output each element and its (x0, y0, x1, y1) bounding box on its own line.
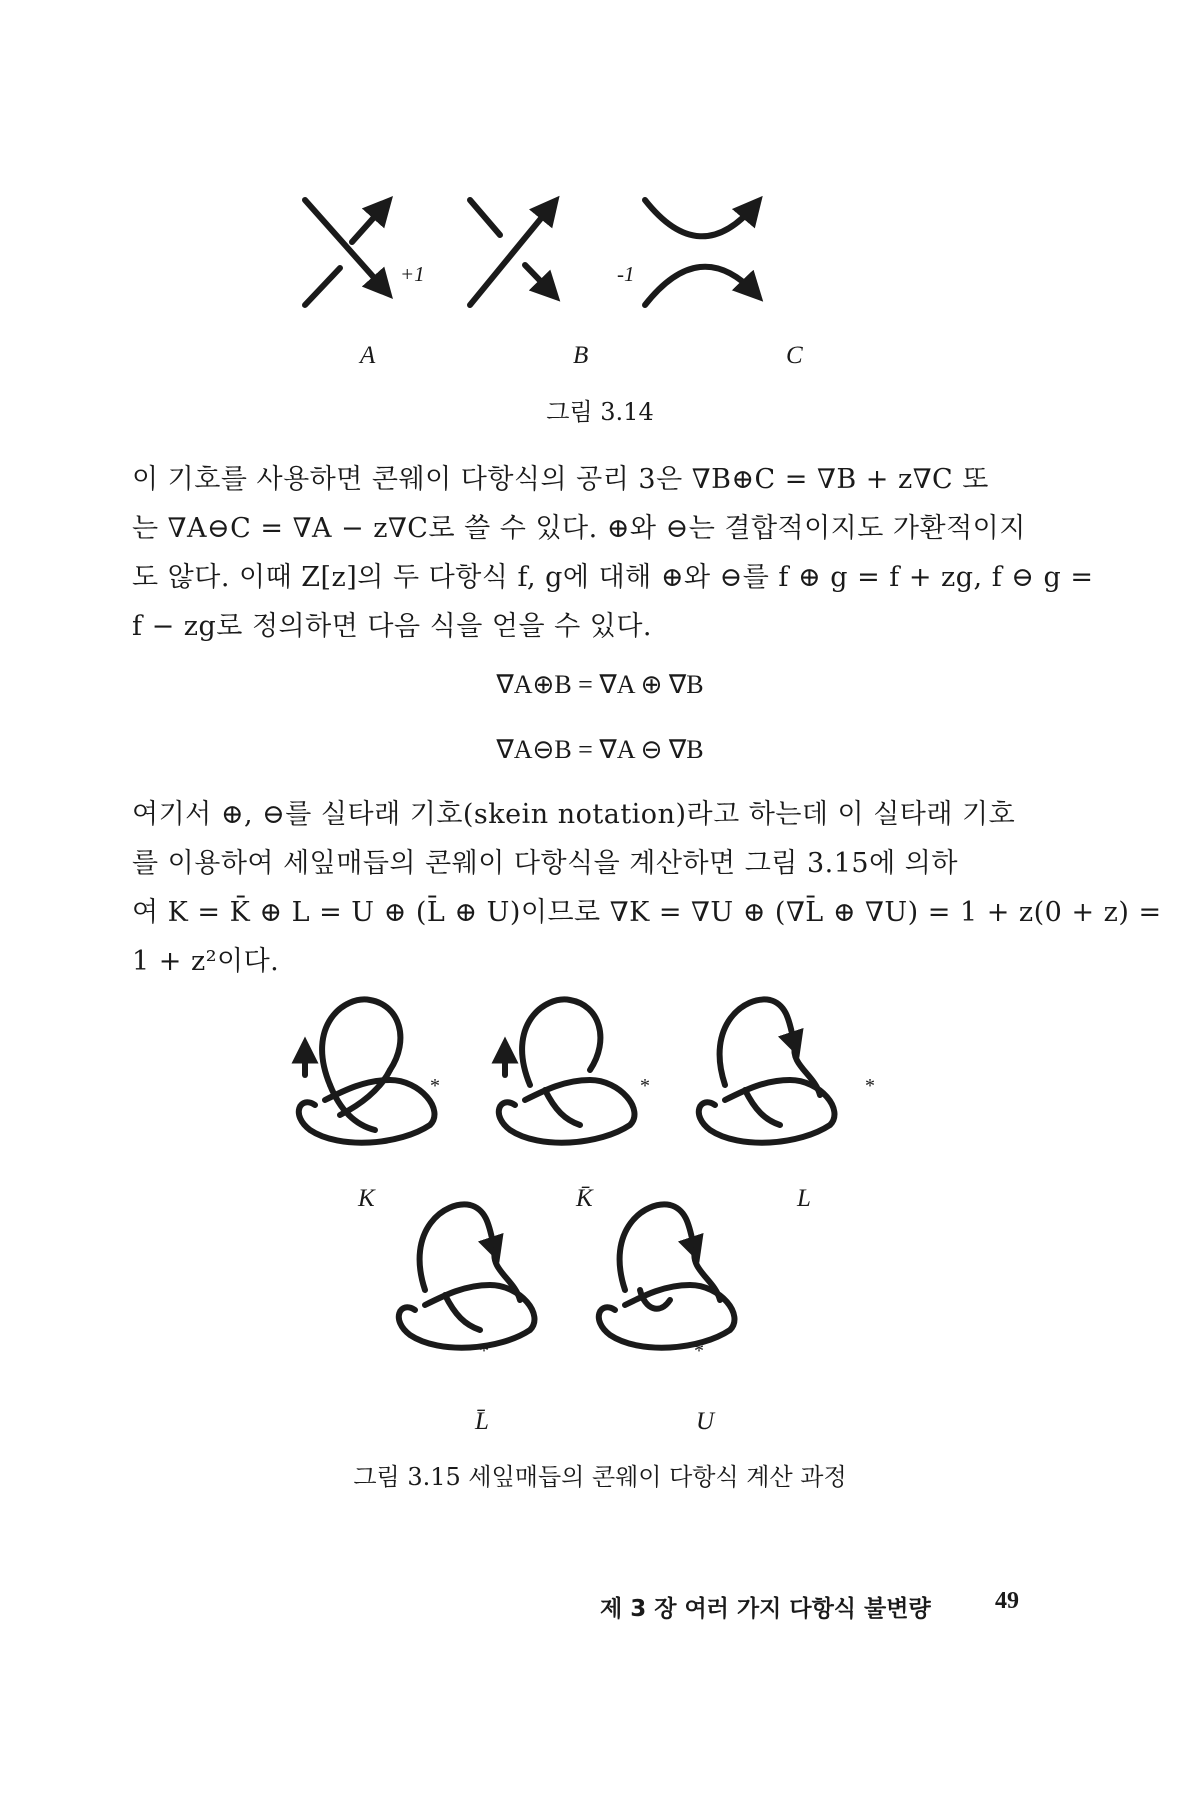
equation-2: ∇A⊖B = ∇A ⊖ ∇B (496, 735, 704, 764)
paragraph-line: 여기서 ⊕, ⊖를 실타래 기호(skein notation)라고 하는데 이 실타래 기호 (132, 799, 1016, 830)
crossing-b-sign: -1 (617, 262, 635, 286)
paragraph-1 (132, 455, 1094, 651)
knot-k-bar-label: K̄ (576, 1185, 593, 1212)
crossing-b-diagram (470, 200, 552, 305)
crossing-b-label: B (573, 342, 589, 369)
knot-l-diagram (699, 999, 835, 1142)
knot-l-bar-marker: * (479, 1340, 489, 1362)
paragraph-line: 1 + z²이다. (132, 946, 280, 977)
crossing-a-sign: +1 (400, 262, 425, 286)
knot-l-bar-diagram (399, 1204, 535, 1347)
paragraph-line: 이 기호를 사용하면 콘웨이 다항식의 공리 3은 ∇B⊕C = ∇B + z∇C 또 (132, 464, 989, 495)
knot-u-diagram (599, 1204, 735, 1347)
knot-k-bar-marker: * (640, 1075, 650, 1097)
page-number: 49 (995, 1588, 1019, 1614)
chapter-running-head: 제 3 장 여러 가지 다항식 불변량 (600, 1596, 931, 1622)
paragraph-line: f − zg로 정의하면 다음 식을 얻을 수 있다. (132, 611, 653, 642)
figure-3-14 (290, 180, 890, 360)
paragraph-line: 도 않다. 이때 Z[z]의 두 다항식 f, g에 대해 ⊕와 ⊖를 f ⊕ g = f + zg, f ⊖ g = (132, 562, 1094, 593)
equation-1: ∇A⊕B = ∇A ⊕ ∇B (496, 670, 704, 699)
paragraph-line: 여 K = K̄ ⊕ L = U ⊕ (L̄ ⊕ U)이므로 ∇K = ∇U ⊕ (∇L̄ ⊕ ∇U) = 1 + z(0 + z) = (132, 897, 1162, 928)
knot-u-marker: * (694, 1340, 704, 1362)
crossing-a-diagram (305, 200, 385, 305)
knot-l-marker: * (865, 1075, 875, 1097)
crossing-a-label: A (360, 342, 376, 369)
crossing-c-label: C (786, 342, 803, 369)
knot-k-diagram (299, 999, 435, 1142)
knot-k-bar-diagram (499, 999, 635, 1142)
knot-k-marker: * (430, 1075, 440, 1097)
knot-k-label: K (358, 1185, 375, 1212)
paragraph-2 (132, 790, 1162, 986)
figure-3-14-caption: 그림 3.14 (546, 398, 654, 426)
knot-l-label: L (797, 1185, 811, 1212)
knot-l-bar-label: L̄ (475, 1408, 489, 1435)
paragraph-line: 를 이용하여 세잎매듭의 콘웨이 다항식을 계산하면 그림 3.15에 의하 (132, 848, 958, 879)
paragraph-line: 는 ∇A⊖C = ∇A − z∇C로 쓸 수 있다. ⊕와 ⊖는 결합적이지도 가환적이지 (132, 513, 1026, 544)
figure-3-15-caption: 그림 3.15 세잎매듭의 콘웨이 다항식 계산 과정 (353, 1463, 847, 1491)
knot-u-label: U (696, 1408, 715, 1435)
crossing-c-diagram (645, 200, 755, 305)
